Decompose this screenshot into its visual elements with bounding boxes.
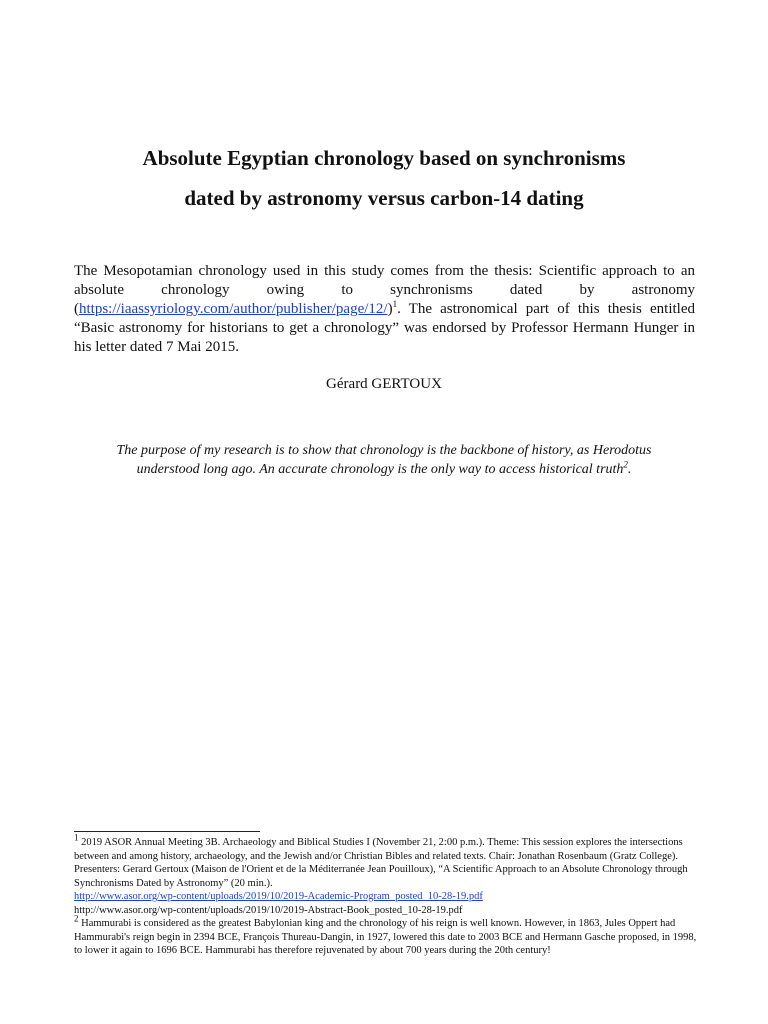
footnote-1-text: 2019 ASOR Annual Meeting 3B. Archaeology and Biblical Studies I (November 21, 2:00 p.m.). Theme: This session explores the intersections between and among history, archaeology, and the Jewish and/or Christian Bibles and related texts. Chair: Jonathan Rosenbaum (Gratz College). Presenters: Gerard Gertoux (Maison de l'Orient et de la Méditerranée Jean Pouilloux), “A Scientific Approach to an Absolute Chronology through Synchronisms Dated by Astronomy” (20 min.). [74, 837, 688, 889]
footnote-1 [74, 832, 704, 917]
title-line-1: Absolute Egyptian chronology based on synchronisms [142, 146, 626, 170]
intro-text-part2: ) [387, 301, 393, 317]
thesis-link[interactable]: https://iaassyriology.com/author/publisher/page/12/ [79, 301, 388, 317]
footnotes-section [74, 832, 704, 958]
footnote-1-url2: http://www.asor.org/wp-content/uploads/2019/10/2019-Abstract-Book_posted_10-28-19.pdf [74, 904, 463, 916]
epigraph-quote [90, 441, 678, 479]
quote-text: The purpose of my research is to show that chronology is the backbone of history, as Herodotus understood long ago. An accurate chronology is the only way to access historical truth [116, 443, 652, 477]
footnote-separator [74, 831, 260, 832]
footnote-2-text: Hammurabi is considered as the greatest Babylonian king and the chronology of his reign is well known. However, in 1863, Jules Oppert had Hammurabi's reign begin in 2394 BCE, François Thureau-Dangin, in 1927, lowered this date to 2003 BCE and Hermann Gasche proposed, in 1998, to lower it again to 1696 BCE. Hammurabi has therefore rejuvenated by about 700 years during the 20th century! [74, 918, 697, 956]
title-line-2: dated by astronomy versus carbon-14 dating [184, 186, 584, 210]
footnote-ref-1[interactable]: 1 [392, 299, 398, 309]
footnote-1-number: 1 [74, 832, 79, 843]
document-title [70, 138, 698, 218]
intro-text-part1: The Mesopotamian chronology used in this study comes from the thesis: Scientific approach to an absolute chronology owing to synchronisms dated by astronomy ( [74, 263, 695, 317]
intro-text-part3: . The astronomical part of this thesis entitled “Basic astronomy for historians to get a chronology” was endorsed by Professor Hermann Hunger in his letter dated 7 Mai 2015. [74, 301, 695, 355]
quote-end: . [627, 462, 632, 477]
footnote-ref-2[interactable]: 2 [623, 459, 628, 470]
footnote-2 [74, 913, 704, 958]
footnote-1-link[interactable]: http://www.asor.org/wp-content/uploads/2019/10/2019-Academic-Program_posted_10-28-19.pdf [74, 891, 483, 902]
intro-paragraph [74, 262, 695, 357]
footnote-2-number: 2 [74, 913, 79, 924]
author-name: Gérard GERTOUX [326, 376, 442, 392]
